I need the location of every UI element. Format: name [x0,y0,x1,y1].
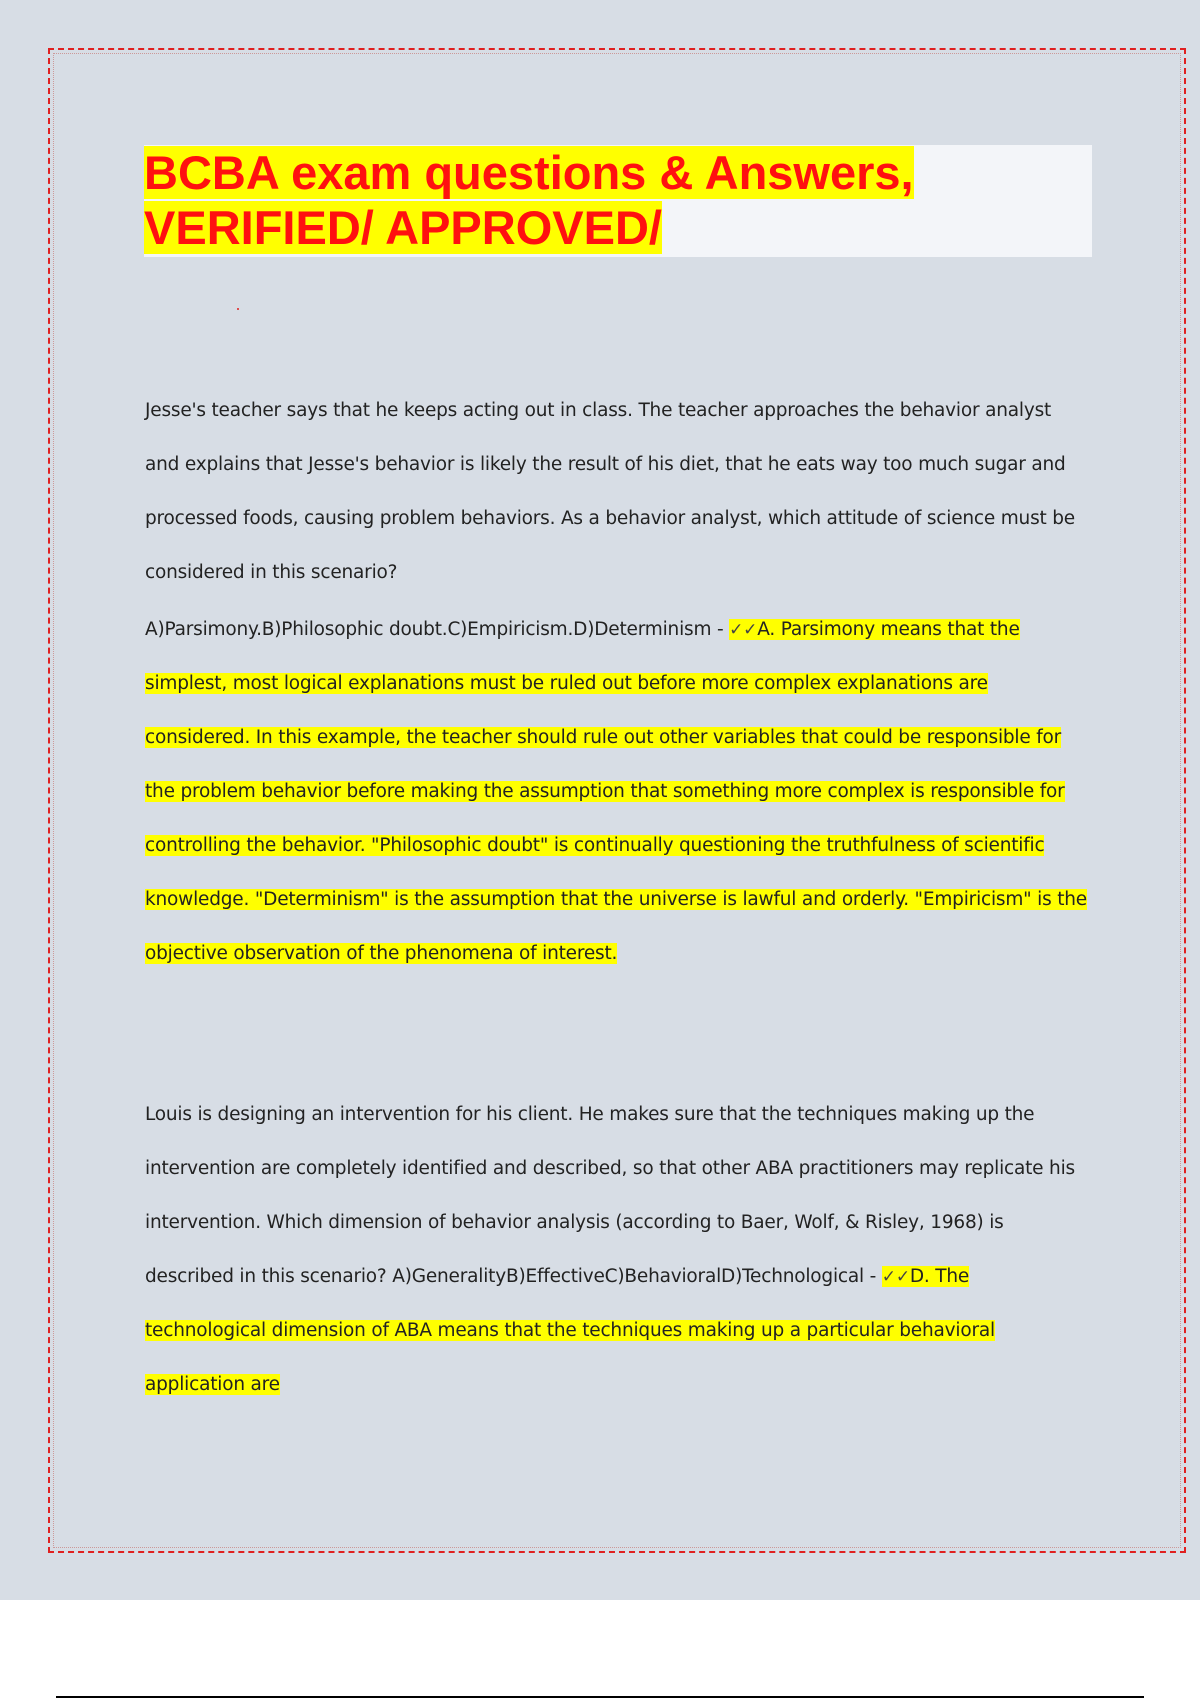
answer-block [145,603,1090,981]
decorative-dot [237,308,239,310]
title-box [144,145,1092,257]
answer-options: A)Parsimony.B)Philosophic doubt.C)Empiricism.D)Determinism - [145,619,730,640]
question-text: Jesse's teacher says that he keeps acting out in class. The teacher approaches the behavior analyst and explains that Jesse's behavior is likely the result of his diet, that he eats way too much sugar and processed foods, causing problem behaviors. As a behavior analyst, which attitude of science must be considered in this scenario? [145,400,1075,583]
answer-text: A. Parsimony means that the simplest, most logical explanations must be ruled out before more complex explanations are considered. In this example, the teacher should rule out other variables that could be responsible for the problem behavior before making the assumption that something more complex is responsible for controlling the behavior. "Philosophic doubt" is continually questioning the truthfulness of scientific knowledge. "Determinism" is the assumption that the universe is lawful and orderly. "Empiricism" is the objective observation of the phenomena of interest. [145,619,1087,964]
document-title [144,145,1092,255]
title-line-2: VERIFIED/ APPROVED/ [144,201,662,254]
answer-text: D. The technological dimension of ABA means that the techniques making up a particular behavioral application are [145,1266,995,1395]
answer-highlight [145,619,1087,964]
answer-options: A)GeneralityB)EffectiveC)BehavioralD)Technological - [386,1266,882,1287]
check-icon: ✓✓ [729,620,758,640]
question-body: Louis is designing an intervention for his client. He makes sure that the techniques making up the intervention are completely identified and described, so that other ABA practitioners may replicate his intervention. Which dimension of behavior analysis (according to Baer, Wolf, & Risley, 1968) is described in this scenario? [145,1104,1075,1287]
qa-item-2 [145,1088,1090,1412]
question-text [145,1088,1090,1412]
check-icon: ✓✓ [881,1267,910,1287]
footer-rule [56,1696,1144,1698]
qa-item-1 [145,384,1090,981]
title-line-1: BCBA exam questions & Answers, [144,146,914,199]
